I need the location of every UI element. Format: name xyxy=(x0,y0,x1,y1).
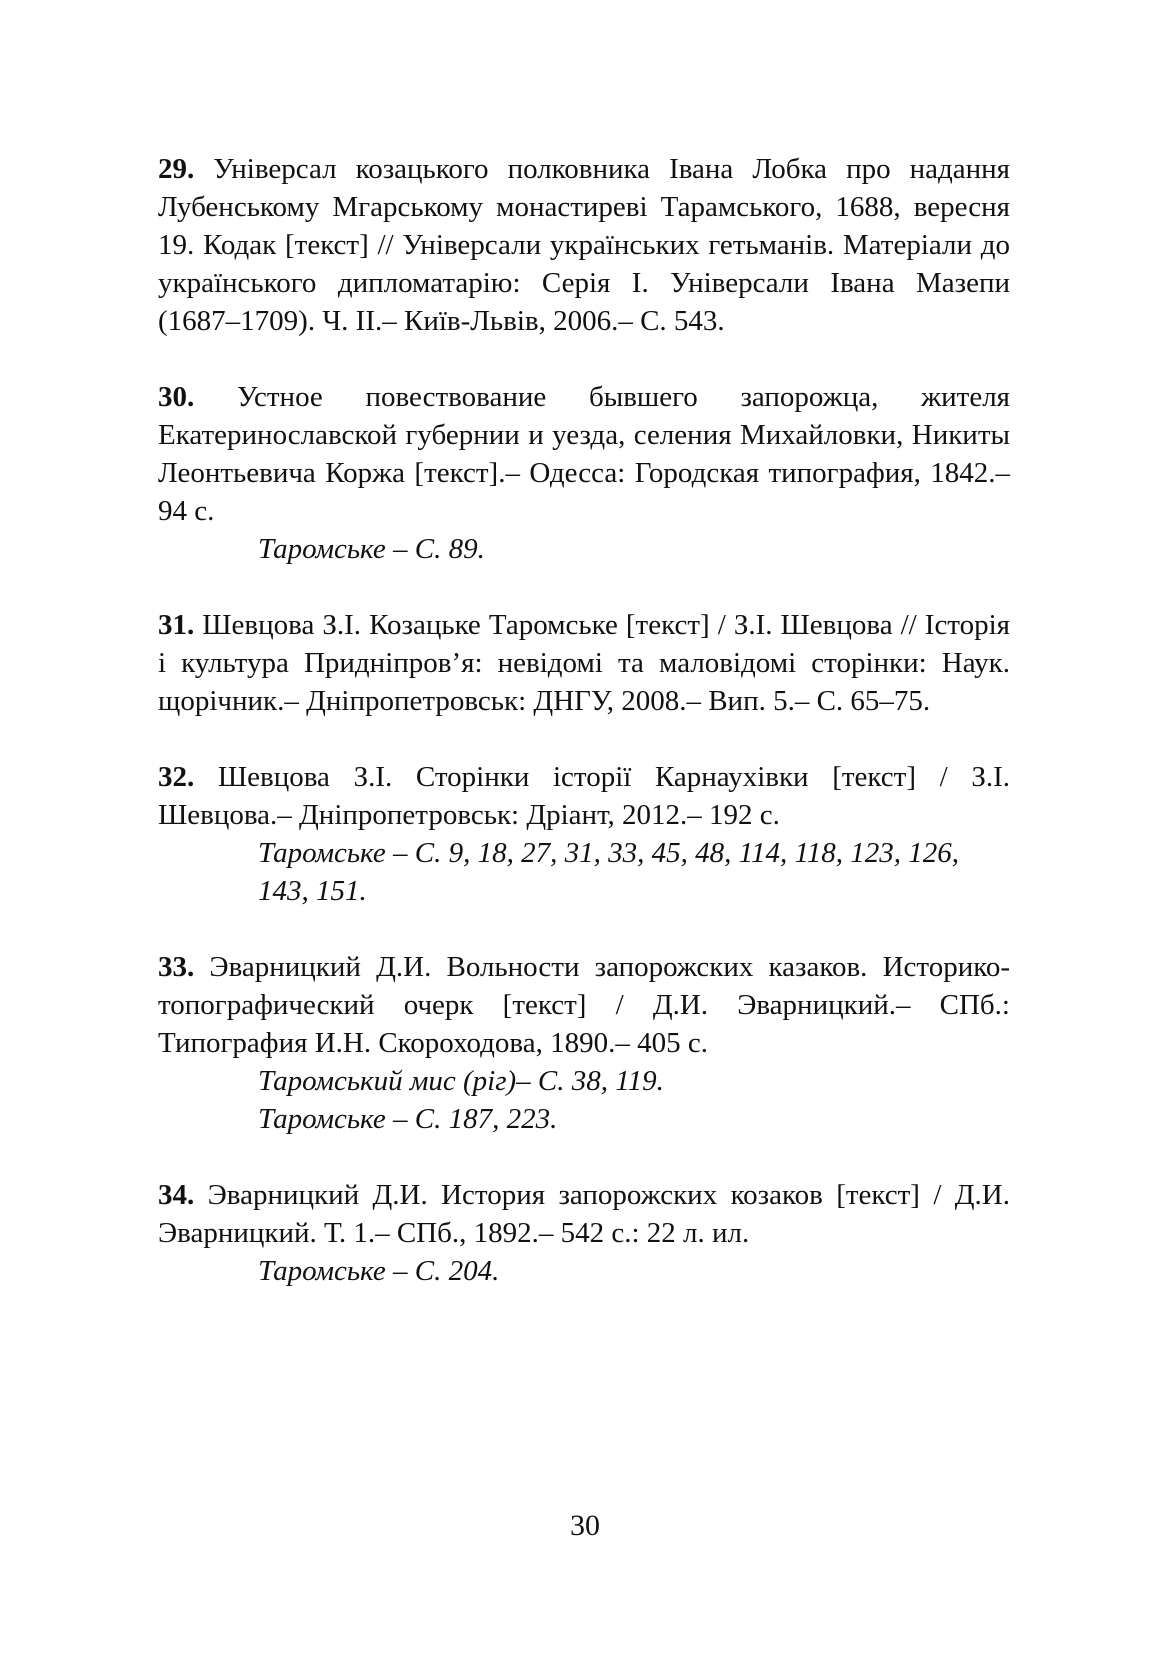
bibliography-entry-30 xyxy=(158,378,1010,568)
entry-number: 33. xyxy=(158,951,195,983)
bibliography-entry-32 xyxy=(158,758,1010,910)
entry-page-note: Таромське – С. 89. xyxy=(258,533,485,565)
bibliography-entry-33 xyxy=(158,948,1010,1138)
entry-number: 32. xyxy=(158,761,195,793)
bibliography-entry-34 xyxy=(158,1176,1010,1290)
bibliography-entry-29 xyxy=(158,150,1010,340)
entry-citation: Шевцова З.І. Козацьке Таромське [текст] / З.І. Шевцова // Історія і культура Придніпров’я: невідомі та маловідомі сторінки: Наук. щорічник.– Дніпропетровськ: ДНГУ, 2008.– Вип. 5.– С. 65–75. xyxy=(158,609,1010,717)
entry-page-note: Таромське – С. 9, 18, 27, 31, 33, 45, 48, 114, 118, 123, 126, 143, 151. xyxy=(258,837,960,907)
entry-page-note: Таромський мис (ріг)– С. 38, 119. xyxy=(258,1065,664,1097)
entry-page-note: Таромське – С. 187, 223. xyxy=(258,1103,558,1135)
entry-citation: Шевцова З.І. Сторінки історії Карнаухівки [текст] / З.І. Шевцова.– Дніпропетровськ: Дріант, 2012.– 192 с. xyxy=(158,761,1011,831)
entry-number: 31. xyxy=(158,609,195,641)
bibliography-list xyxy=(158,150,1010,1328)
entry-citation: Універсал козацького полковника Івана Лобка про надання Лубенському Мгарському монастиреві Тарамського, 1688, вересня 19. Кодак [текст] // Універсали українських гетьманів. Матеріали до українського дипломатарію: Серія І. Універсали Івана Мазепи (1687–1709). Ч. ІІ.– Київ-Львів, 2006.– С. 543. xyxy=(158,153,1011,337)
entry-citation: Устное повествование бывшего запорожца, жителя Екатеринославской губернии и уезда, селения Михайловки, Никиты Леонтьевича Коржа [текст].– Одесса: Городская типография, 1842.– 94 с. xyxy=(158,381,1010,527)
entry-number: 34. xyxy=(158,1179,195,1211)
entry-number: 29. xyxy=(158,153,195,185)
bibliography-entry-31 xyxy=(158,606,1010,720)
entry-page-note: Таромське – С. 204. xyxy=(258,1255,500,1287)
entry-citation: Эварницкий Д.И. Вольности запорожских казаков. Историко-топографический очерк [текст] / Д.И. Эварницкий.– СПб.: Типография И.Н. Скороходова, 1890.– 405 с. xyxy=(158,951,1011,1059)
entry-citation: Эварницкий Д.И. История запорожских козаков [текст] / Д.И. Эварницкий. Т. 1.– СПб., 1892.– 542 с.: 22 л. ил. xyxy=(158,1179,1010,1249)
entry-number: 30. xyxy=(158,381,195,413)
page-number: 30 xyxy=(570,1509,600,1542)
